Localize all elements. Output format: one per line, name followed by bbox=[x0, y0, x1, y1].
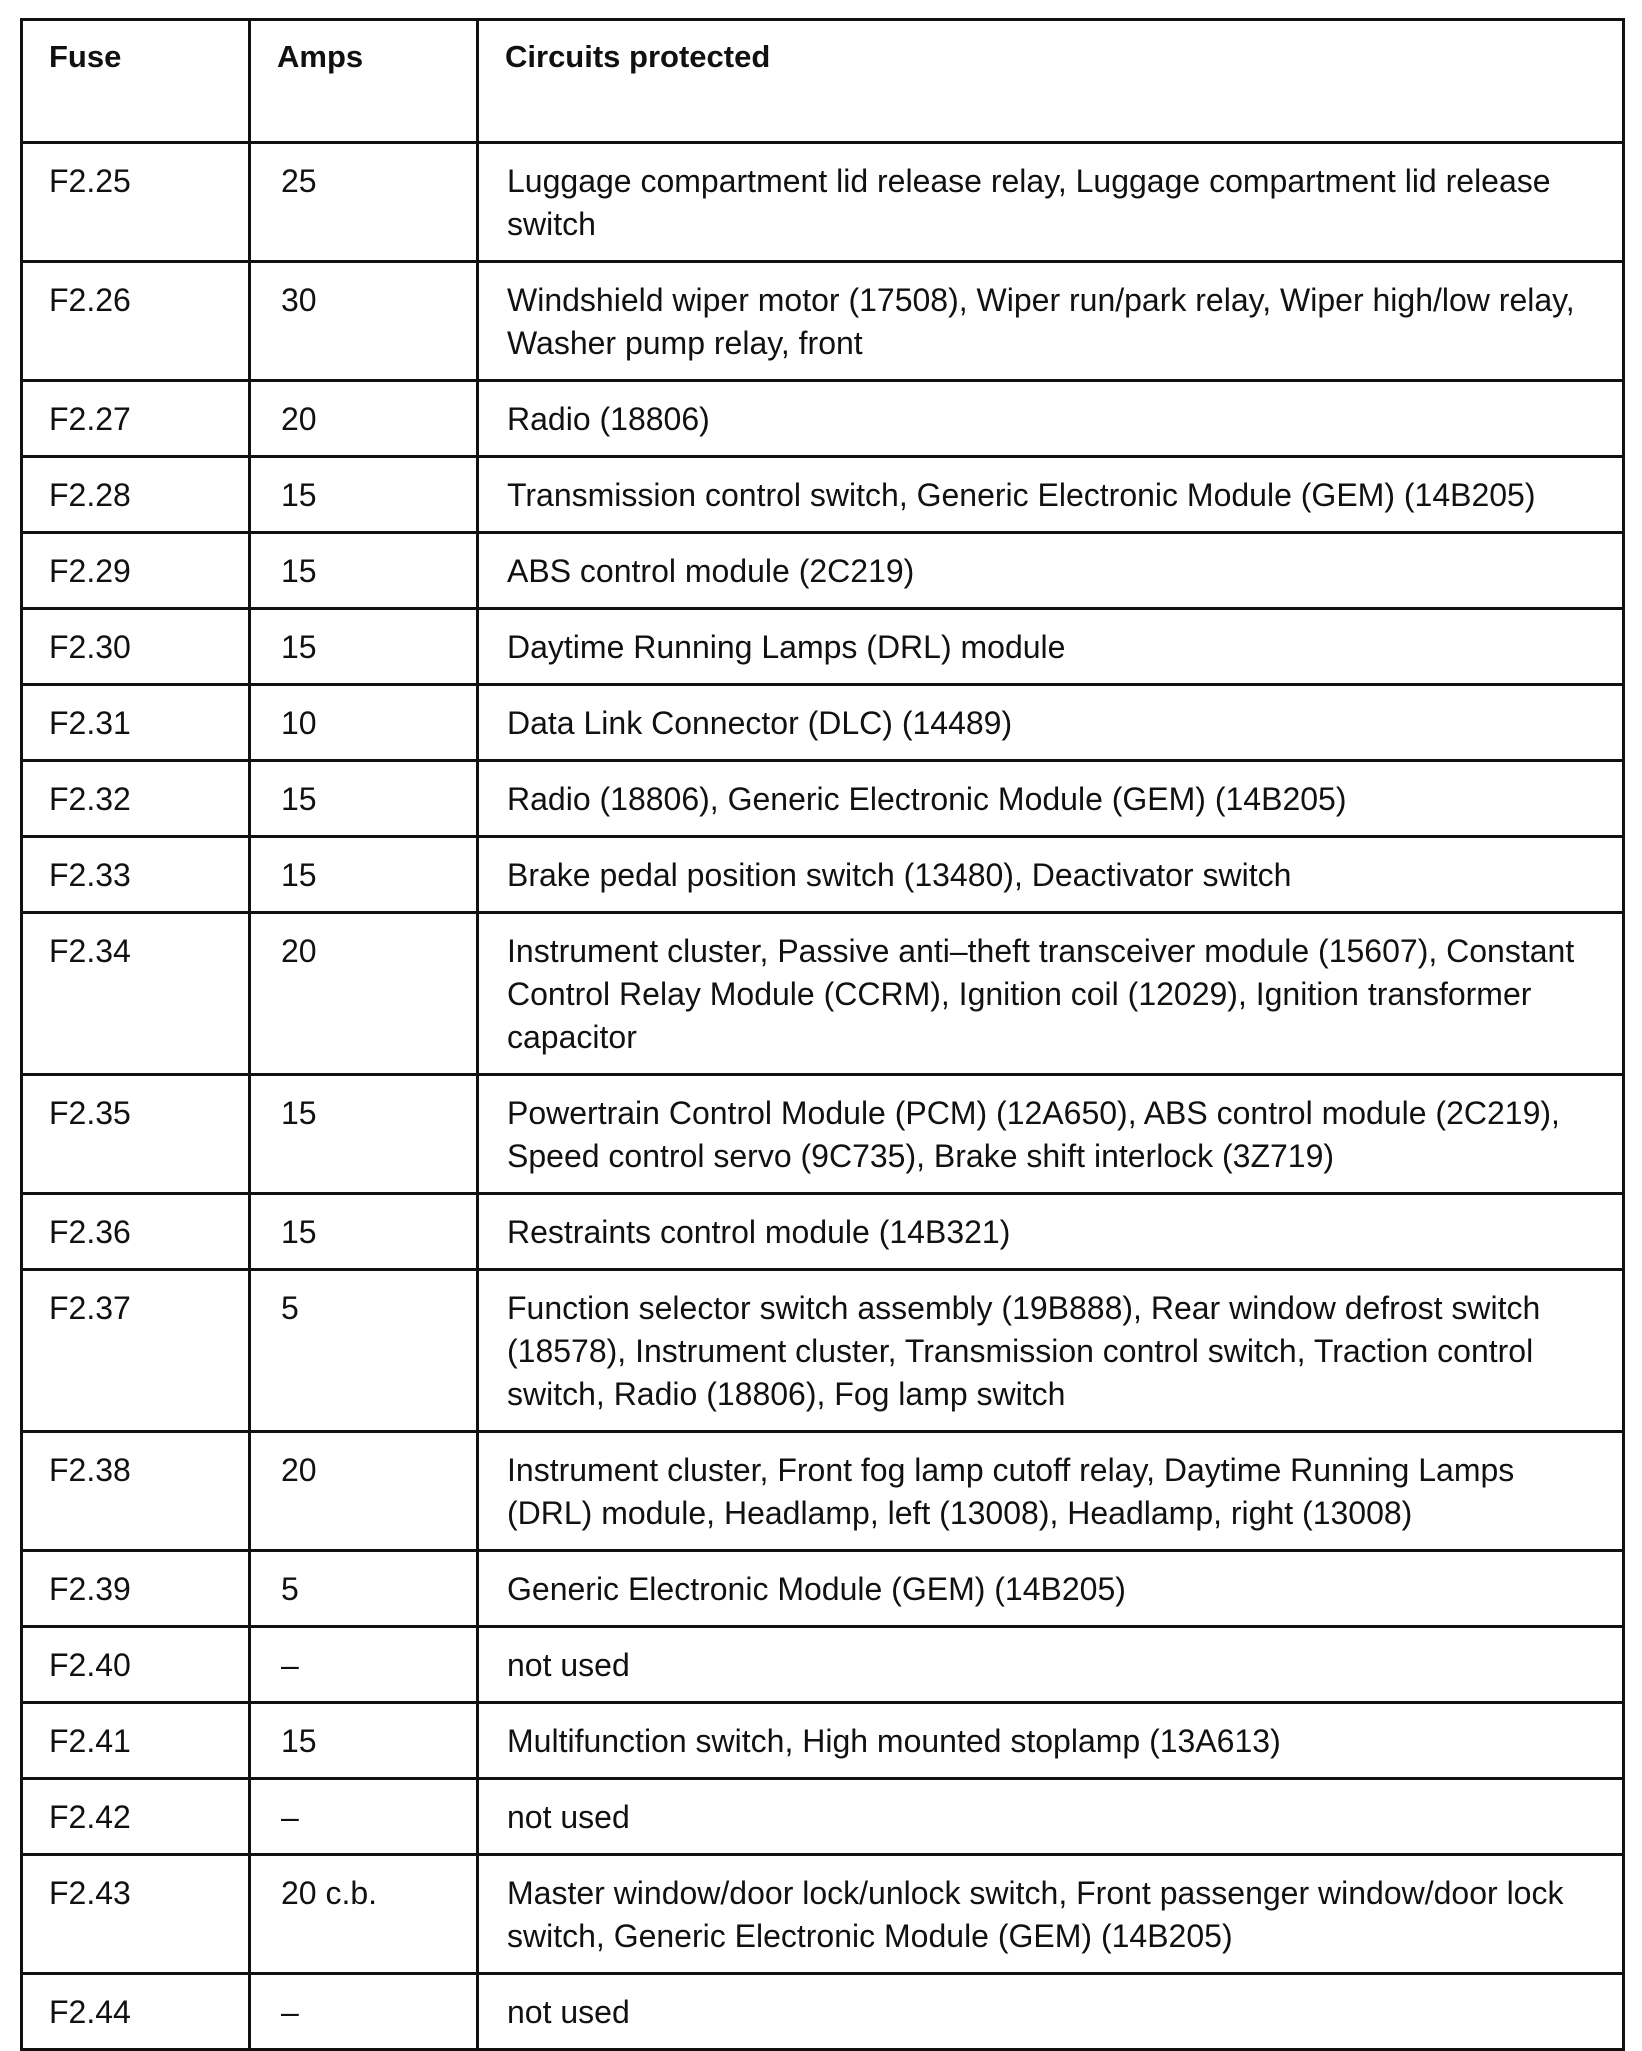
table-row bbox=[22, 143, 1624, 262]
fuse-cell: F2.36 bbox=[22, 1194, 250, 1270]
table-row bbox=[22, 1075, 1624, 1194]
circuits-cell: Powertrain Control Module (PCM) (12A650), ABS control module (2C219), Speed control servo (9C735), Brake shift interlock (3Z719) bbox=[478, 1075, 1624, 1194]
amps-cell: 30 bbox=[250, 262, 478, 381]
fuse-cell: F2.37 bbox=[22, 1270, 250, 1432]
fuse-cell: F2.25 bbox=[22, 143, 250, 262]
circuits-cell: Transmission control switch, Generic Electronic Module (GEM) (14B205) bbox=[478, 457, 1624, 533]
fuse-cell: F2.33 bbox=[22, 837, 250, 913]
table-row bbox=[22, 1432, 1624, 1551]
circuits-cell: not used bbox=[478, 1627, 1624, 1703]
circuits-cell: Windshield wiper motor (17508), Wiper run/park relay, Wiper high/low relay, Washer pump relay, front bbox=[478, 262, 1624, 381]
fuse-cell: F2.40 bbox=[22, 1627, 250, 1703]
amps-cell: 15 bbox=[250, 457, 478, 533]
header-amps: Amps bbox=[250, 20, 478, 143]
fuse-table-container bbox=[20, 18, 1622, 2051]
amps-cell: 20 c.b. bbox=[250, 1855, 478, 1974]
table-row bbox=[22, 381, 1624, 457]
fuse-cell: F2.42 bbox=[22, 1779, 250, 1855]
circuits-cell: Function selector switch assembly (19B888), Rear window defrost switch (18578), Instrument cluster, Transmission control switch, Traction control switch, Radio (18806), Fog lamp switch bbox=[478, 1270, 1624, 1432]
table-row bbox=[22, 1855, 1624, 1974]
amps-cell: 20 bbox=[250, 1432, 478, 1551]
circuits-cell: Radio (18806), Generic Electronic Module (GEM) (14B205) bbox=[478, 761, 1624, 837]
fuse-cell: F2.26 bbox=[22, 262, 250, 381]
table-row bbox=[22, 913, 1624, 1075]
circuits-cell: Generic Electronic Module (GEM) (14B205) bbox=[478, 1551, 1624, 1627]
circuits-cell: Multifunction switch, High mounted stoplamp (13A613) bbox=[478, 1703, 1624, 1779]
amps-cell: 15 bbox=[250, 837, 478, 913]
table-row bbox=[22, 1779, 1624, 1855]
amps-cell: – bbox=[250, 1627, 478, 1703]
fuse-cell: F2.28 bbox=[22, 457, 250, 533]
table-header-row bbox=[22, 20, 1624, 143]
table-row bbox=[22, 1703, 1624, 1779]
fuse-cell: F2.44 bbox=[22, 1974, 250, 2050]
amps-cell: 25 bbox=[250, 143, 478, 262]
table-row bbox=[22, 533, 1624, 609]
circuits-cell: not used bbox=[478, 1974, 1624, 2050]
fuse-cell: F2.32 bbox=[22, 761, 250, 837]
circuits-cell: Daytime Running Lamps (DRL) module bbox=[478, 609, 1624, 685]
table-row bbox=[22, 609, 1624, 685]
circuits-cell: not used bbox=[478, 1779, 1624, 1855]
fuse-cell: F2.39 bbox=[22, 1551, 250, 1627]
circuits-cell: Data Link Connector (DLC) (14489) bbox=[478, 685, 1624, 761]
circuits-cell: Instrument cluster, Passive anti–theft transceiver module (15607), Constant Control Relay Module (CCRM), Ignition coil (12029), Ignition transformer capacitor bbox=[478, 913, 1624, 1075]
amps-cell: – bbox=[250, 1779, 478, 1855]
header-circuits: Circuits protected bbox=[478, 20, 1624, 143]
fuse-cell: F2.38 bbox=[22, 1432, 250, 1551]
circuits-cell: Brake pedal position switch (13480), Deactivator switch bbox=[478, 837, 1624, 913]
amps-cell: 20 bbox=[250, 913, 478, 1075]
header-fuse: Fuse bbox=[22, 20, 250, 143]
table-row bbox=[22, 1194, 1624, 1270]
fuse-table bbox=[20, 18, 1625, 2051]
amps-cell: 5 bbox=[250, 1270, 478, 1432]
amps-cell: 20 bbox=[250, 381, 478, 457]
fuse-cell: F2.29 bbox=[22, 533, 250, 609]
table-row bbox=[22, 1270, 1624, 1432]
circuits-cell: Radio (18806) bbox=[478, 381, 1624, 457]
table-row bbox=[22, 685, 1624, 761]
fuse-cell: F2.34 bbox=[22, 913, 250, 1075]
table-row bbox=[22, 837, 1624, 913]
amps-cell: – bbox=[250, 1974, 478, 2050]
fuse-cell: F2.43 bbox=[22, 1855, 250, 1974]
amps-cell: 5 bbox=[250, 1551, 478, 1627]
amps-cell: 15 bbox=[250, 609, 478, 685]
circuits-cell: Luggage compartment lid release relay, Luggage compartment lid release switch bbox=[478, 143, 1624, 262]
circuits-cell: Restraints control module (14B321) bbox=[478, 1194, 1624, 1270]
table-row bbox=[22, 262, 1624, 381]
fuse-cell: F2.35 bbox=[22, 1075, 250, 1194]
table-row bbox=[22, 761, 1624, 837]
amps-cell: 15 bbox=[250, 1194, 478, 1270]
circuits-cell: Master window/door lock/unlock switch, Front passenger window/door lock switch, Generic Electronic Module (GEM) (14B205) bbox=[478, 1855, 1624, 1974]
fuse-cell: F2.27 bbox=[22, 381, 250, 457]
fuse-cell: F2.41 bbox=[22, 1703, 250, 1779]
amps-cell: 15 bbox=[250, 1075, 478, 1194]
circuits-cell: Instrument cluster, Front fog lamp cutoff relay, Daytime Running Lamps (DRL) module, Headlamp, left (13008), Headlamp, right (13008) bbox=[478, 1432, 1624, 1551]
fuse-cell: F2.31 bbox=[22, 685, 250, 761]
amps-cell: 15 bbox=[250, 533, 478, 609]
fuse-cell: F2.30 bbox=[22, 609, 250, 685]
amps-cell: 15 bbox=[250, 761, 478, 837]
table-row bbox=[22, 1974, 1624, 2050]
amps-cell: 15 bbox=[250, 1703, 478, 1779]
circuits-cell: ABS control module (2C219) bbox=[478, 533, 1624, 609]
table-row bbox=[22, 1627, 1624, 1703]
amps-cell: 10 bbox=[250, 685, 478, 761]
table-row bbox=[22, 457, 1624, 533]
table-row bbox=[22, 1551, 1624, 1627]
